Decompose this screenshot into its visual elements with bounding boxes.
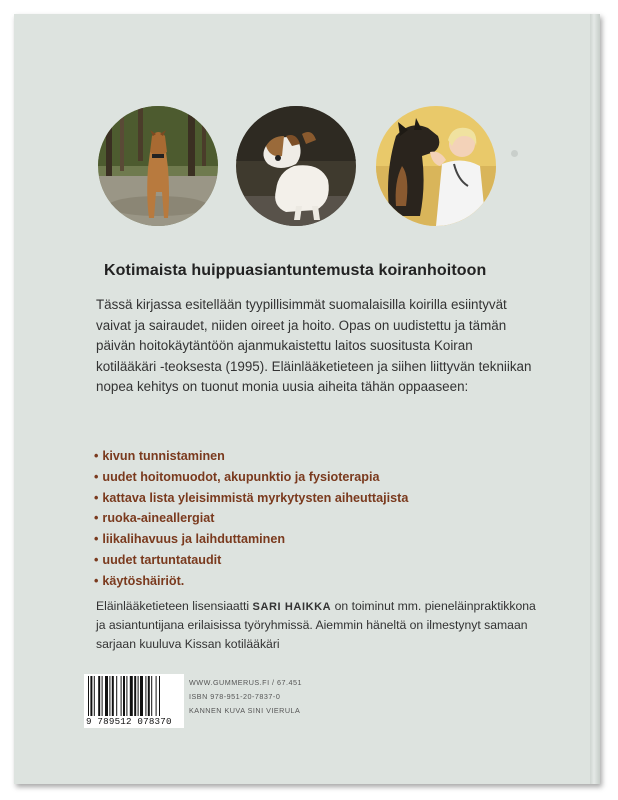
intro-text: Tässä kirjassa esitellään tyypillisimmät suomalaisilla koirilla esiintyvät vaivat ja sairaudet, niiden oireet ja hoito. Opas on uudistettu ja tämän päivän hoitokäytäntöön ajanmukaistettu laitos suositusta Koiran kotilääkäri -teoksesta (1995). Eläinlääketieteen ja siihen liittyvän tekniikan nopea kehitys on tuonut monia uusia aiheita tähän oppaaseen: [96, 297, 532, 395]
author-name: SARI HAIKKA [252, 601, 332, 613]
barcode-digits: 9 789512 078370 [86, 716, 172, 727]
bullet-icon: • [94, 552, 99, 567]
barcode-bars [88, 676, 180, 716]
topic-list [94, 446, 408, 592]
list-item [94, 529, 408, 550]
list-item-text: uudet hoitomuodot, akupunktio ja fysioterapia [102, 469, 380, 484]
bullet-icon: • [94, 511, 99, 526]
list-item-text: kattava lista yleisimmistä myrkytysten aiheuttajista [102, 490, 409, 505]
publisher-info [189, 676, 302, 718]
bullet-icon: • [94, 449, 99, 463]
photo-vet-with-dog [376, 106, 496, 226]
list-item-text: ruoka-aineallergiat [102, 511, 215, 526]
list-item-text: käytöshäiriöt. [102, 573, 185, 588]
bullet-icon: • [94, 532, 99, 547]
list-item [94, 488, 408, 509]
cover-hole [511, 150, 518, 157]
list-item [94, 550, 408, 571]
list-item-text: liikalihavuus ja laihduttaminen [102, 532, 286, 547]
bullet-icon: • [94, 469, 99, 484]
bullet-icon: • [94, 573, 99, 588]
list-item [94, 446, 408, 467]
cover-headline: Kotimaista huippuasiantuntemusta koiranhoitoon [104, 262, 487, 279]
publisher-line: WWW.GUMMERUS.FI / 67.451 [189, 678, 303, 687]
isbn-line: ISBN 978-951-20-7837-0 [189, 692, 281, 701]
photo-jack-russell-terrier [236, 106, 356, 226]
author-prefix: Eläinlääketieteen lisensiaatti [96, 599, 253, 613]
cover-edge [590, 14, 600, 784]
description-paragraph [96, 295, 536, 398]
author-suffix: on toiminut mm. pieneläinpraktikkona ja asiantuntijana erilaisissa työryhmissä. Aiemmin häneltä on ilmestynyt samaan sarjaan kuuluva Kissan kotilääkäri [96, 599, 536, 651]
list-item [94, 571, 408, 592]
barcode [84, 674, 184, 728]
list-item-text: uudet tartuntataudit [102, 552, 222, 567]
list-item-text: kivun tunnistaminen [102, 449, 225, 463]
list-item [94, 508, 408, 529]
list-item [94, 467, 408, 488]
bullet-icon: • [94, 490, 99, 505]
credit-line: KANNEN KUVA SINI VIERULA [189, 706, 301, 715]
photo-dog-in-forest [98, 106, 218, 226]
book-back-cover [14, 14, 600, 784]
author-bio [96, 597, 541, 653]
